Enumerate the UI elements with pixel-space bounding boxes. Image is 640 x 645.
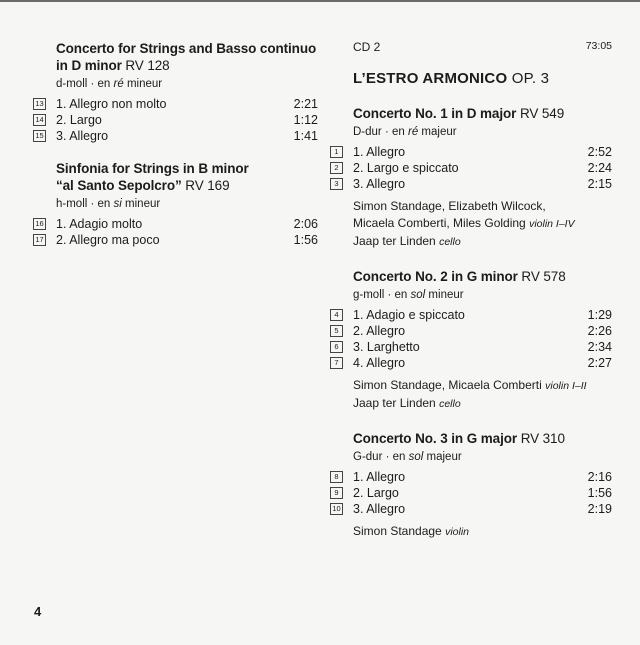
track-number-box: 10 [330, 503, 343, 515]
track-row[interactable] [33, 112, 318, 128]
track-title: 1. Allegro non molto [56, 97, 167, 111]
cd-header [353, 40, 612, 56]
track-number-box: 1 [330, 146, 343, 158]
track-number-box: 17 [33, 234, 46, 246]
track-number-box: 6 [330, 341, 343, 353]
track-title: 3. Allegro [353, 502, 406, 516]
track-row[interactable] [330, 323, 612, 339]
track-title: 3. Allegro [56, 129, 109, 143]
track-duration: 2:26 [587, 324, 612, 338]
catalog-number: RV 578 [521, 269, 566, 284]
track-duration: 1:12 [293, 113, 318, 127]
cd-label: CD 2 [353, 40, 381, 54]
track-duration: 1:56 [293, 233, 318, 247]
track-number-box: 14 [33, 114, 46, 126]
track-title: 1. Adagio molto [56, 217, 143, 231]
performer-role: cello [439, 398, 461, 410]
track-list [330, 469, 612, 517]
key-subtitle: G-dur · en sol majeur [353, 451, 462, 463]
track-title: 2. Largo [353, 486, 399, 500]
track-row[interactable] [33, 232, 318, 248]
track-title: 2. Largo [56, 113, 102, 127]
track-duration: 2:21 [293, 97, 318, 111]
track-number-box: 9 [330, 487, 343, 499]
work-title: Concerto No. 3 in G major RV 310 [353, 431, 565, 446]
track-number-box: 7 [330, 357, 343, 369]
track-row[interactable] [33, 128, 318, 144]
performer-role: cello [439, 236, 461, 248]
track-title: 3. Larghetto [353, 340, 420, 354]
track-row[interactable] [33, 216, 318, 232]
key-subtitle: g-moll · en sol mineur [353, 289, 464, 301]
track-duration: 2:52 [587, 145, 612, 159]
track-number-box: 15 [33, 130, 46, 142]
track-list [33, 216, 318, 248]
track-title: 4. Allegro [353, 356, 406, 370]
track-title: 1. Allegro [353, 145, 406, 159]
work-title: Concerto for Strings and Basso continuo in D minor RV 128 [56, 41, 317, 73]
track-duration: 2:15 [587, 177, 612, 191]
track-duration: 2:34 [587, 340, 612, 354]
work-sinfonia-b-minor [33, 160, 318, 248]
track-title: 2. Allegro [353, 324, 406, 338]
performers: Simon Standage violin [353, 524, 470, 538]
track-row[interactable] [330, 176, 612, 192]
track-duration: 2:19 [587, 502, 612, 516]
performer-role: violin I–II [545, 380, 587, 392]
track-number-box: 13 [33, 98, 46, 110]
right-column [330, 40, 612, 541]
track-title: 1. Allegro [353, 470, 406, 484]
track-number-box: 8 [330, 471, 343, 483]
track-list [330, 144, 612, 192]
track-row[interactable] [330, 160, 612, 176]
track-number-box: 3 [330, 178, 343, 190]
track-duration: 1:29 [587, 308, 612, 322]
performer-role: violin [445, 526, 470, 538]
track-duration: 2:16 [587, 470, 612, 484]
work-concerto-1 [330, 105, 612, 251]
track-row[interactable] [330, 144, 612, 160]
catalog-number: RV 169 [185, 178, 230, 193]
track-duration: 2:06 [293, 217, 318, 231]
cd-total-time: 73:05 [585, 40, 612, 52]
track-list [330, 307, 612, 371]
track-row[interactable] [330, 469, 612, 485]
work-title: Concerto No. 1 in D major RV 549 [353, 106, 565, 121]
track-number-box: 16 [33, 218, 46, 230]
track-row[interactable] [330, 355, 612, 371]
series-title: L’ESTRO ARMONICO OP. 3 [353, 70, 550, 87]
catalog-number: RV 310 [520, 431, 565, 446]
work-title: Sinfonia for Strings in B minor “al Santo Sepolcro” RV 169 [56, 161, 249, 193]
track-row[interactable] [330, 485, 612, 501]
track-duration: 1:41 [293, 129, 318, 143]
track-row[interactable] [330, 339, 612, 355]
track-title: 2. Allegro ma poco [56, 233, 160, 247]
key-subtitle: d-moll · en ré mineur [56, 78, 163, 90]
catalog-number: RV 128 [125, 58, 170, 73]
track-number-box: 5 [330, 325, 343, 337]
track-title: 2. Largo e spiccato [353, 161, 459, 175]
track-duration: 1:56 [587, 486, 612, 500]
track-row[interactable] [330, 307, 612, 323]
key-subtitle: h-moll · en si mineur [56, 198, 161, 210]
track-duration: 2:24 [587, 161, 612, 175]
work-concerto-2 [330, 268, 612, 413]
page-number: 4 [34, 604, 42, 619]
track-number-box: 4 [330, 309, 343, 321]
work-concerto-3 [330, 430, 612, 541]
track-row[interactable] [330, 501, 612, 517]
performer-role: violin I–IV [529, 218, 575, 230]
key-subtitle: D-dur · en ré majeur [353, 126, 457, 138]
work-title: Concerto No. 2 in G minor RV 578 [353, 269, 566, 284]
track-row[interactable] [33, 96, 318, 112]
track-number-box: 2 [330, 162, 343, 174]
performers: Simon Standage, Micaela Comberti violin I–II Jaap ter Linden cello [353, 378, 587, 410]
track-list [33, 96, 318, 144]
performers: Simon Standage, Elizabeth Wilcock, Micaela Comberti, Miles Golding violin I–IV Jaap ter Linden cello [353, 199, 575, 248]
top-border [0, 0, 640, 2]
track-duration: 2:27 [587, 356, 612, 370]
track-title: 1. Adagio e spiccato [353, 308, 465, 322]
track-title: 3. Allegro [353, 177, 406, 191]
catalog-number: RV 549 [519, 106, 565, 121]
work-concerto-d-minor [33, 40, 318, 144]
left-column [33, 40, 318, 248]
